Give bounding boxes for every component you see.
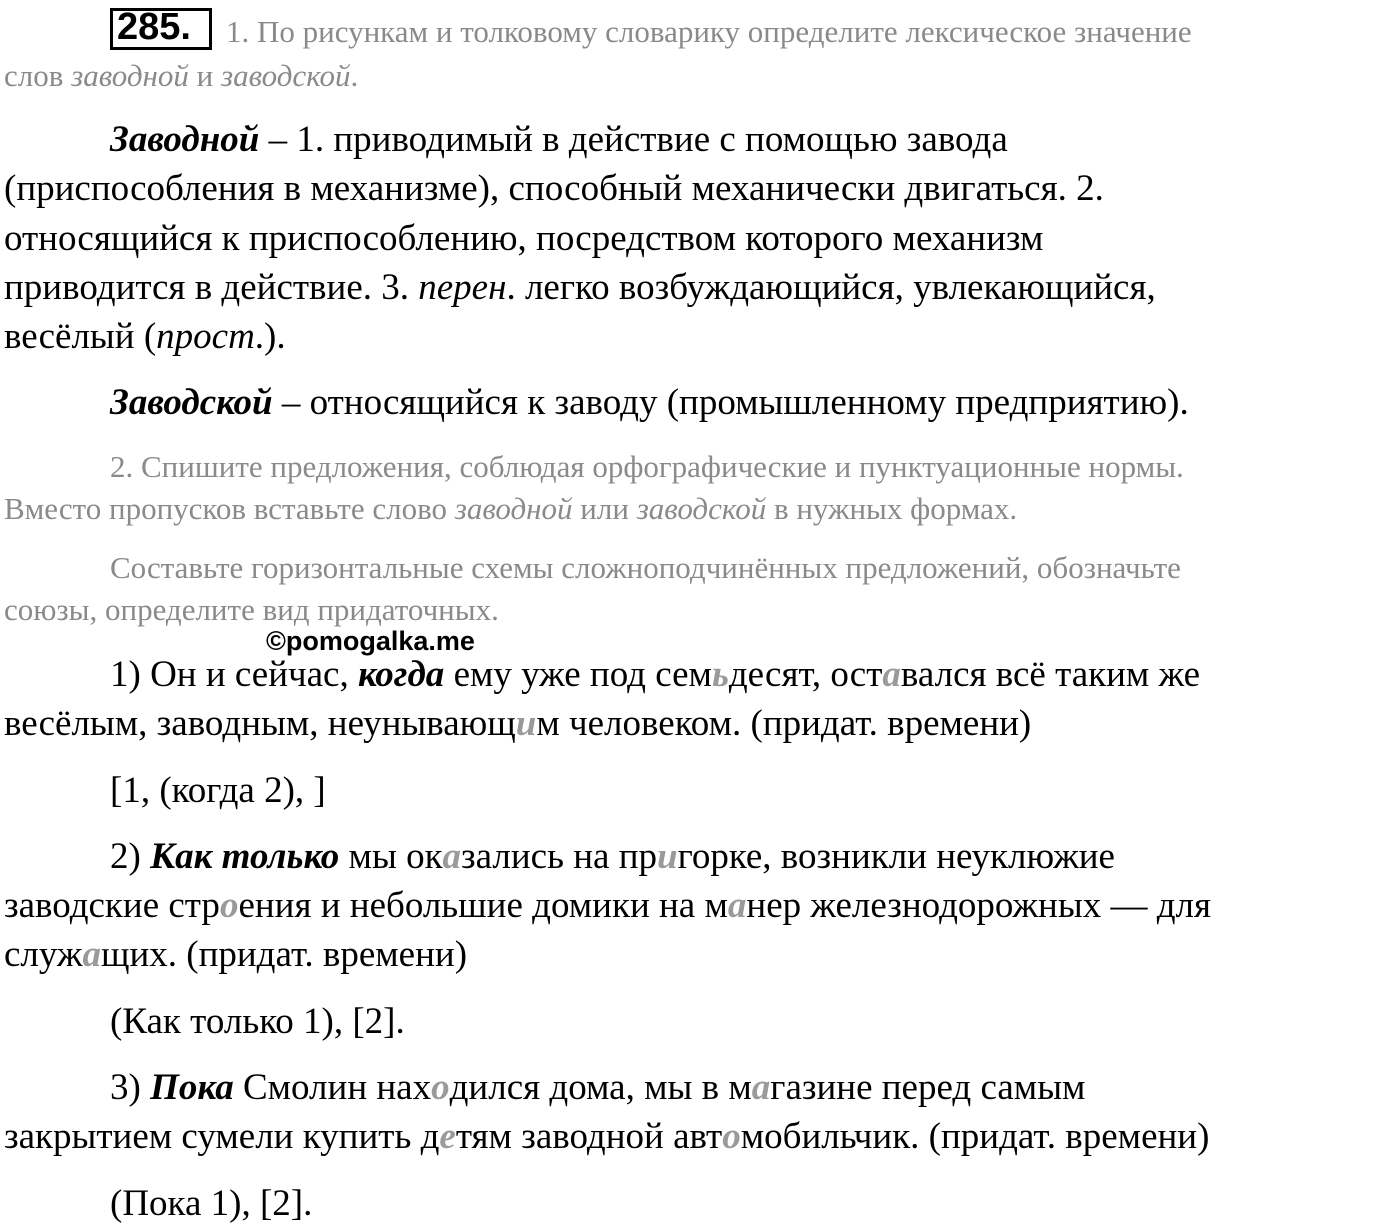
def1-line3: относящийся к приспособлению, посредством которого механизм [4, 218, 1044, 259]
conjunction: когда [357, 654, 445, 695]
sentence3-line2: закрытием сумели купить детям заводной автомобильчик. (придат. времени) [4, 1116, 1210, 1157]
sentence2-line3: служащих. (придат. времени) [4, 934, 468, 975]
conjunction: Как только [150, 836, 340, 877]
def1-line4: приводится в действие. 3. перен. легко возбуждающийся, увлекающийся, [4, 267, 1156, 308]
sentence2-line1: 2) Как только мы оказались на пригорке, возникли неуклюжие [110, 836, 1115, 877]
def2-line: Заводской – относящийся к заводу (промышленному предприятию). [110, 382, 1189, 423]
def1-line2: (приспособления в механизме), способный механически двигаться. 2. [4, 168, 1104, 209]
inserted-letter: о [431, 1067, 450, 1108]
inserted-letter: а [727, 885, 747, 926]
def1-line1: Заводной – 1. приводимый в действие с помощью завода [110, 119, 1008, 160]
sentence1-line2: весёлым, заводным, неунывающим человеком. (придат. времени) [4, 703, 1032, 744]
task3-line2: союзы, определите вид придаточных. [4, 592, 499, 627]
inserted-letter: а [751, 1067, 771, 1108]
task1-line1: 1. По рисункам и толковому словарику определите лексическое значение [226, 14, 1192, 49]
inserted-letter: и [515, 703, 537, 744]
inserted-letter: о [722, 1116, 741, 1157]
sentence2-line2: заводские строения и небольшие домики на манер железнодорожных — для [4, 885, 1212, 926]
def2-term: Заводской [110, 382, 273, 423]
inserted-letter: ь [711, 654, 729, 695]
sentence1-scheme: [1, (когда 2), ] [110, 770, 326, 811]
def1-line5: весёлый (прост.). [4, 316, 286, 357]
inserted-letter: а [82, 934, 101, 975]
task3-line1: Составьте горизонтальные схемы сложноподчинённых предложений, обозначьте [110, 550, 1181, 585]
inserted-letter: е [439, 1116, 456, 1157]
task2-line2: Вместо пропусков вставьте слово заводной или заводской в нужных формах. [4, 491, 1018, 526]
task1-line2: слов заводной и заводской. [4, 58, 359, 93]
sentence3-line1: 3) Пока Смолин находился дома, мы в магазине перед самым [110, 1067, 1086, 1108]
sentence3-scheme: (Пока 1), [2]. [110, 1183, 313, 1224]
inserted-letter: а [442, 836, 462, 877]
inserted-letter: а [882, 654, 901, 695]
sentence1-line1: 1) Он и сейчас, когда ему уже под семьдесят, оставался всё таким же [110, 654, 1201, 695]
sentence2-scheme: (Как только 1), [2]. [110, 1001, 405, 1042]
exercise-number: 285. [117, 6, 191, 48]
conjunction: Пока [150, 1067, 234, 1108]
inserted-letter: и [657, 836, 678, 877]
def1-term: Заводной [110, 119, 260, 160]
inserted-letter: о [219, 885, 239, 926]
task2-line1: 2. Спишите предложения, соблюдая орфографические и пунктуационные нормы. [110, 449, 1184, 484]
watermark: ©pomogalka.me [266, 626, 475, 656]
